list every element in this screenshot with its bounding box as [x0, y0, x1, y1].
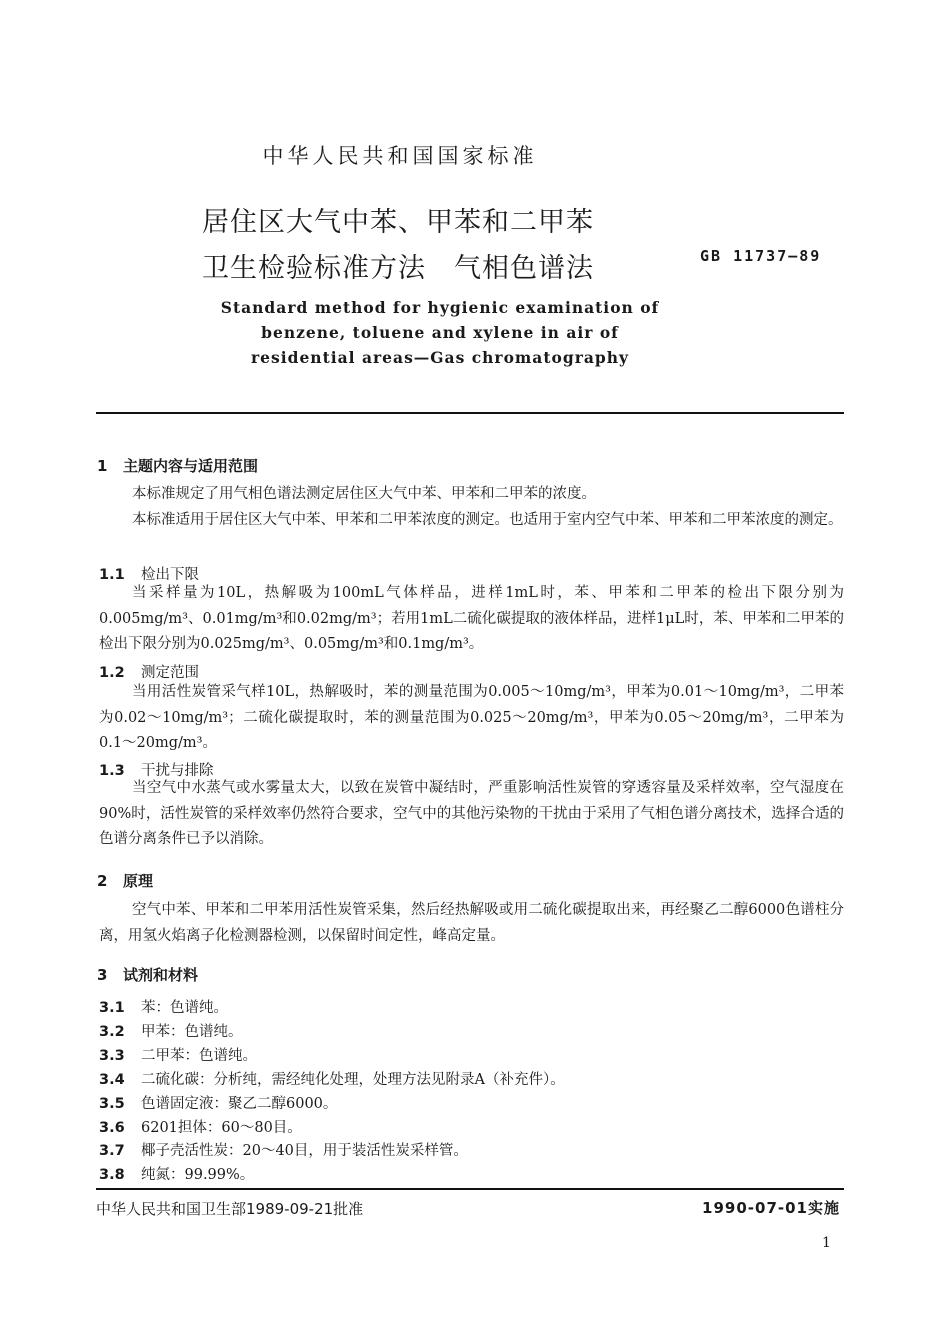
section-1-number: 1	[97, 457, 108, 475]
item-text: 苯：色谱纯。	[141, 1000, 228, 1016]
item-text: 二甲苯：色谱纯。	[141, 1048, 257, 1064]
section-2-heading	[97, 870, 153, 891]
section-2-number: 2	[97, 872, 108, 890]
list-item	[99, 1116, 302, 1137]
item-text: 甲苯：色谱纯。	[141, 1024, 243, 1040]
section-1-1-text: 当采样量为10L，热解吸为100mL气体样品，进样1mL时，苯、甲苯和二甲苯的检出下限分别为0.005mg/m³、0.01mg/m³和0.02mg/m³；若用1mL二硫化碳提取的液体样品，进样1μL时，苯、甲苯和二甲苯的检出下限分别为0.025mg/m³、0.05mg/m³和0.1mg/m³。	[99, 585, 844, 652]
list-item	[99, 1092, 337, 1113]
standard-number: GB 11737—89	[700, 247, 822, 265]
section-1-2-number: 1.2	[99, 665, 125, 681]
section-1-para2: 本标准适用于居住区大气中苯、甲苯和二甲苯浓度的测定。也适用于室内空气中苯、甲苯和二甲苯浓度的测定。	[132, 511, 843, 528]
title-en-line3: residential areas—Gas chromatography	[250, 348, 630, 367]
section-3-title: 试剂和材料	[123, 966, 199, 984]
list-item	[99, 1044, 257, 1065]
item-number: 3.7	[99, 1143, 125, 1159]
section-1-heading	[97, 455, 258, 476]
section-2-title: 原理	[123, 872, 154, 890]
list-item	[99, 1163, 254, 1184]
list-item	[99, 1068, 565, 1089]
section-1-para1: 本标准规定了用气相色谱法测定居住区大气中苯、甲苯和二甲苯的浓度。	[132, 486, 596, 502]
footer-divider	[96, 1188, 844, 1190]
section-3-heading	[97, 964, 198, 985]
section-1-2-body	[99, 680, 844, 757]
item-number: 3.4	[99, 1072, 125, 1088]
item-number: 3.2	[99, 1024, 125, 1040]
approval-line: 中华人民共和国卫生部1989-09-21批准	[96, 1200, 364, 1218]
section-1-1-title: 检出下限	[141, 567, 199, 583]
list-item	[99, 996, 228, 1017]
effective-date: 1990-07-01实施	[702, 1199, 840, 1217]
item-number: 3.1	[99, 1000, 125, 1016]
section-1-2-heading	[99, 661, 199, 682]
page-number: 1	[822, 1235, 831, 1251]
section-1-3-text: 当空气中水蒸气或水雾量太大，以致在炭管中凝结时，严重影响活性炭管的穿透容量及采样效率，空气湿度在90%时，活性炭管的采样效率仍然符合要求，空气中的其他污染物的干扰由于采用了气相色谱分离技术，选择合适的色谱分离条件已予以消除。	[99, 780, 844, 847]
item-number: 3.5	[99, 1096, 125, 1112]
section-1-2-text: 当用活性炭管采气样10L，热解吸时，苯的测量范围为0.005～10mg/m³，甲苯为0.01～10mg/m³，二甲苯为0.02～10mg/m³；二硫化碳提取时，苯的测量范围为0.025～20mg/m³，甲苯为0.05～20mg/m³，二甲苯为0.1～20mg/m³。	[99, 684, 844, 751]
item-text: 椰子壳活性炭：20～40目，用于装活性炭采样管。	[141, 1143, 468, 1159]
section-3-number: 3	[97, 966, 108, 984]
header-divider	[96, 412, 844, 414]
title-en-line1: Standard method for hygienic examination of	[220, 298, 660, 317]
national-standard-heading: 中华人民共和国国家标准	[262, 144, 538, 168]
item-text: 6201担体：60～80目。	[141, 1120, 302, 1136]
section-2-text: 空气中苯、甲苯和二甲苯用活性炭管采集，然后经热解吸或用二硫化碳提取出来，再经聚乙二醇6000色谱柱分离，用氢火焰离子化检测器检测，以保留时间定性，峰高定量。	[99, 902, 844, 944]
item-text: 二硫化碳：分析纯，需经纯化处理，处理方法见附录A（补充件）。	[141, 1072, 565, 1088]
list-item	[99, 1020, 243, 1041]
title-zh-line2: 卫生检验标准方法 气相色谱法	[202, 253, 594, 284]
section-1-title: 主题内容与适用范围	[123, 457, 259, 475]
section-1-1-body	[99, 581, 844, 658]
section-1-3-number: 1.3	[99, 763, 125, 779]
title-en-line2: benzene, toluene and xylene in air of	[261, 323, 619, 342]
item-number: 3.3	[99, 1048, 125, 1064]
title-zh-line1: 居住区大气中苯、甲苯和二甲苯	[202, 207, 594, 238]
section-2-body	[99, 898, 844, 949]
item-number: 3.6	[99, 1120, 125, 1136]
item-text: 纯氮：99.99%。	[141, 1167, 255, 1183]
section-1-body	[99, 482, 844, 533]
list-item	[99, 1139, 468, 1160]
item-number: 3.8	[99, 1167, 125, 1183]
section-1-2-title: 测定范围	[141, 665, 199, 681]
section-1-3-title: 干扰与排除	[141, 763, 214, 779]
section-1-3-body	[99, 776, 844, 853]
item-text: 色谱固定液：聚乙二醇6000。	[141, 1096, 338, 1112]
section-1-1-number: 1.1	[99, 567, 125, 583]
